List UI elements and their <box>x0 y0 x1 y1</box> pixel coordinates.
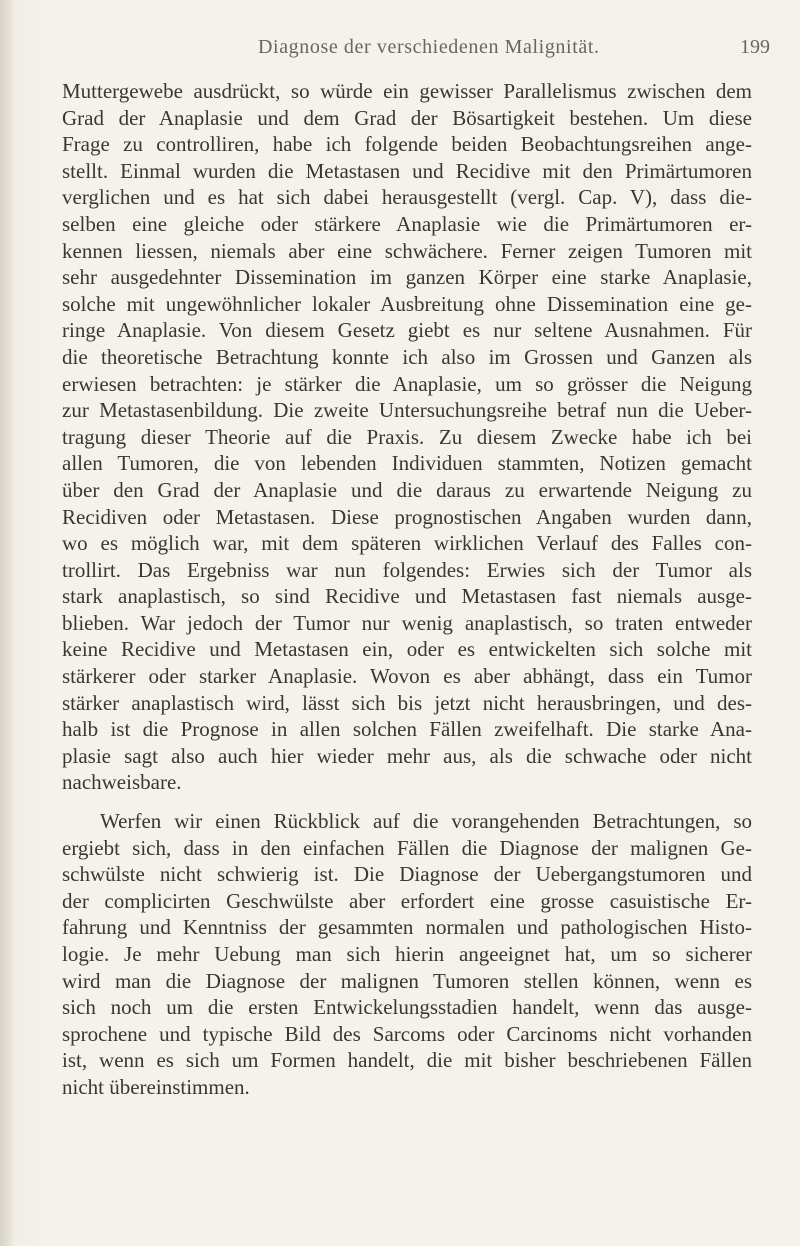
text-line: ringe Anaplasie. Von diesem Gesetz giebt es nur seltene Ausnahmen. Für <box>62 318 752 343</box>
text-line: selben eine gleiche oder stärkere Anaplasie wie die Primärtumoren er- <box>62 211 752 236</box>
text-line: ist, wenn es sich um Formen handelt, die mit bisher beschriebenen Fällen <box>62 1048 752 1073</box>
paragraph <box>62 808 752 1101</box>
text-line: kennen liessen, niemals aber eine schwächere. Ferner zeigen Tumoren mit <box>62 238 752 263</box>
text-line: über den Grad der Anaplasie und die daraus zu erwartende Neigung zu <box>62 477 752 502</box>
text-line: Grad der Anaplasie und dem Grad der Bösartigkeit bestehen. Um diese <box>62 105 752 130</box>
text-line: wo es möglich war, mit dem späteren wirklichen Verlauf des Falles con- <box>62 531 752 556</box>
body-text <box>62 78 752 1101</box>
binding-shadow <box>0 0 14 1246</box>
text-line: erwiesen betrachten: je stärker die Anaplasie, um so grösser die Neigung <box>62 371 752 396</box>
page-number: 199 <box>740 36 770 58</box>
text-line: tragung dieser Theorie auf die Praxis. Zu diesem Zwecke habe ich bei <box>62 424 752 449</box>
text-line: Werfen wir einen Rückblick auf die vorangehenden Betrachtungen, so <box>100 809 752 834</box>
text-line: trollirt. Das Ergebniss war nun folgendes: Erwies sich der Tumor als <box>62 557 752 582</box>
text-line: logie. Je mehr Uebung man sich hierin angeeignet hat, um so sicherer <box>62 942 752 966</box>
text-line: der complicirten Geschwülste aber erfordert eine grosse casuistische Er- <box>62 888 752 913</box>
text-line: ergiebt sich, dass in den einfachen Fällen die Diagnose der malignen Ge- <box>62 835 752 860</box>
text-line: die theoretische Betrachtung konnte ich also im Grossen und Ganzen als <box>62 344 752 369</box>
text-line: stellt. Einmal wurden die Metastasen und Recidive mit den Primärtumoren <box>62 158 752 183</box>
text-line: Frage zu controlliren, habe ich folgende beiden Beobachtungsreihen ange- <box>62 132 752 157</box>
text-line: sprochene und typische Bild des Sarcoms oder Carcinoms nicht vorhanden <box>62 1021 752 1046</box>
text-line: nicht übereinstimmen. <box>62 1074 250 1099</box>
text-line: wird man die Diagnose der malignen Tumoren stellen können, wenn es <box>62 968 752 993</box>
text-line: zur Metastasenbildung. Die zweite Untersuchungsreihe betraf nun die Ueber- <box>62 398 752 423</box>
text-line: fahrung und Kenntniss der gesammten normalen und pathologischen Histo- <box>62 915 752 940</box>
text-line: blieben. War jedoch der Tumor nur wenig anaplastisch, so traten entweder <box>62 610 752 635</box>
text-line: solche mit ungewöhnlicher lokaler Ausbreitung ohne Dissemination eine ge- <box>62 291 752 316</box>
text-line: allen Tumoren, die von lebenden Individuen stammten, Notizen gemacht <box>62 451 752 476</box>
text-line: Muttergewebe ausdrückt, so würde ein gewisser Parallelismus zwischen dem <box>62 79 752 103</box>
paragraph <box>62 78 752 796</box>
text-line: stark anaplastisch, so sind Recidive und Metastasen fast niemals ausge- <box>62 584 752 609</box>
text-line: plasie sagt also auch hier wieder mehr aus, als die schwache oder nicht <box>62 743 752 768</box>
text-line: nachweisbare. <box>62 770 182 795</box>
text-line: halb ist die Prognose in allen solchen Fällen zweifelhaft. Die starke Ana- <box>62 717 752 742</box>
text-line: stärker anaplastisch wird, lässt sich bis jetzt nicht herausbringen, und des- <box>62 690 752 715</box>
text-line: stärkerer oder starker Anaplasie. Wovon es aber abhängt, dass ein Tumor <box>62 664 752 689</box>
text-line: keine Recidive und Metastasen ein, oder es entwickelten sich solche mit <box>62 637 752 662</box>
text-line: Recidiven oder Metastasen. Diese prognostischen Angaben wurden dann, <box>62 504 752 529</box>
text-line: sehr ausgedehnter Dissemination im ganzen Körper eine starke Anaplasie, <box>62 265 752 290</box>
text-line: schwülste nicht schwierig ist. Die Diagnose der Uebergangstumoren und <box>62 862 752 887</box>
paragraph-gap <box>62 796 752 808</box>
text-line: sich noch um die ersten Entwickelungsstadien handelt, wenn das ausge- <box>62 995 752 1020</box>
running-head: Diagnose der verschiedenen Malignität. <box>258 36 600 58</box>
text-line: verglichen und es hat sich dabei herausgestellt (vergl. Cap. V), dass die- <box>62 185 752 210</box>
